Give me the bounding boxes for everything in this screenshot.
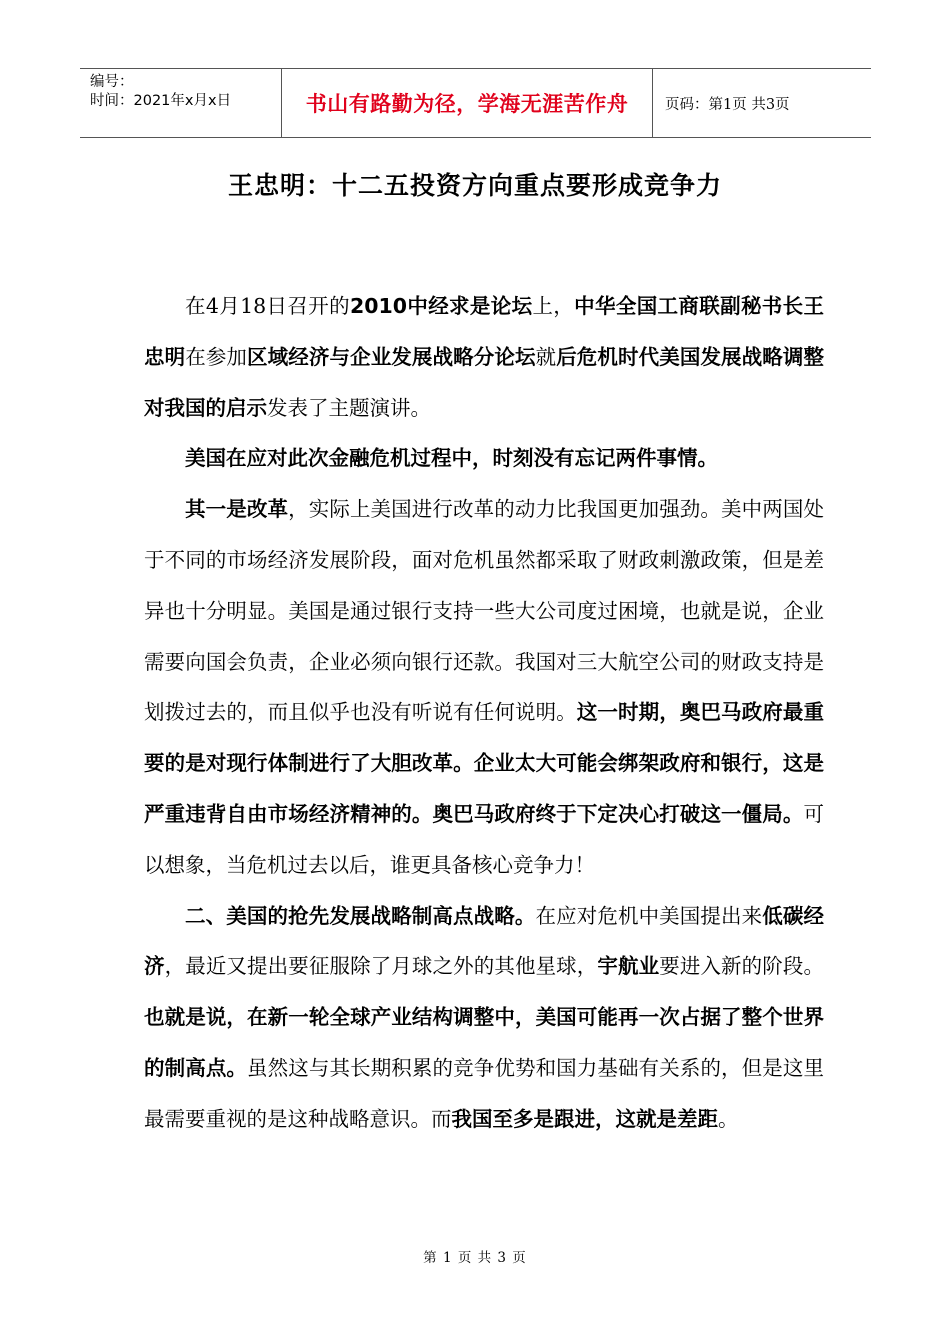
date-label: 时间：2021年x月x日	[90, 93, 232, 109]
header-table	[80, 68, 871, 138]
bold-text: 二、美国的抢先发展战略制高点战略。	[185, 903, 536, 928]
bold-text: 宇航业	[597, 954, 660, 979]
document-title: 王忠明：十二五投资方向重点要形成竞争力	[227, 171, 722, 200]
header-page-info: 页码：第1页 共3页	[665, 96, 790, 113]
bold-text: 我国至多是跟进，这就是差距	[451, 1106, 718, 1131]
text-run: 上，	[532, 294, 575, 318]
text-run: 就	[535, 344, 557, 369]
text-run: 可以想象，当危机过去以后，谁更具备核心竞争力！	[144, 801, 824, 877]
bold-text: 这一时期，奥巴马政府最重要的是对现行体制进行了大胆改革。企业太大可能会绑架政府和银行，这是严重违背自由市场经济精神的。奥巴马政府终于下定决心打破这一僵局。	[144, 700, 824, 826]
text-run: 在4月18日召开的	[185, 294, 350, 318]
code-label: 编号：	[90, 74, 134, 90]
bold-text: 也就是说，在新一轮全球产业结构调整中，美国可能再一次占据了整个世界的制高点。	[144, 1005, 824, 1080]
text-run: ，实际上美国进行改革的动力比我国更加强劲。美中两国处于不同的市场经济发展阶段，面对危机虽然都采取了财政刺激政策，但是差异也十分明显。美国是通过银行支持一些大公司度过困境，也就是说，企业需要向国会负责，企业必须向银行还款。我国对三大航空公司的财政支持是划拨过去的，而且似乎也没有听说有任何说明。	[144, 497, 825, 725]
paragraph	[144, 281, 824, 433]
paragraph	[144, 891, 824, 1145]
text-run: 发表了主题演讲。	[267, 395, 431, 420]
text-run: 在参加	[185, 344, 248, 369]
bold-text: 中华全国工商联副秘书长王忠明	[144, 294, 825, 369]
bold-text: 后危机时代美国发展战略调整对我国的启示	[144, 344, 824, 420]
bold-text: 区域经济与企业发展战略分论坛	[247, 344, 536, 369]
bold-text: 2010中经求是论坛	[349, 294, 533, 318]
bold-text: 美国在应对此次金融危机过程中，时刻没有忘记两件事情。	[185, 446, 718, 471]
text-run: 在应对危机中美国提出来	[535, 903, 763, 928]
text-run: 要进入新的阶段。	[659, 954, 824, 979]
bold-text: 其一是改革	[185, 497, 289, 522]
text-run: 。	[718, 1106, 739, 1131]
header-motto: 书山有路勤为径，学海无涯苦作舟	[282, 69, 653, 137]
text-run: ，最近又提出要征服除了月球之外的其他星球，	[164, 954, 598, 979]
paragraph	[144, 433, 824, 484]
text-run: 虽然这与其长期积累的竞争优势和国力基础有关系的，但是这里最需要重视的是这种战略意识。而	[144, 1055, 824, 1131]
header-meta-cell	[80, 69, 282, 137]
page-footer: 第 1 页 共 3 页	[423, 1250, 527, 1266]
bold-text: 低碳经济	[144, 903, 825, 979]
paragraph	[144, 484, 824, 890]
document-body	[144, 281, 824, 1145]
